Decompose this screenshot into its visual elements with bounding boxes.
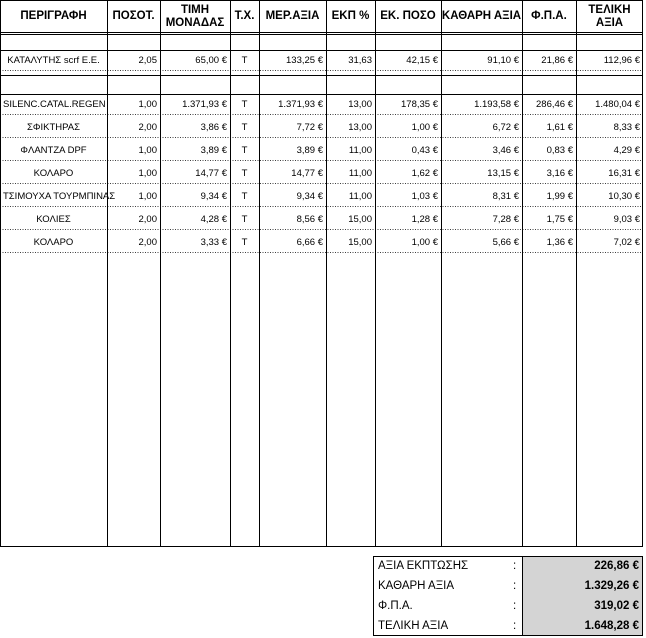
cell-net-value: 3,46 € xyxy=(492,145,519,156)
total-value: 226,86 € xyxy=(594,560,639,572)
cell-discount-percent: 11,00 xyxy=(348,191,372,202)
total-colon: : xyxy=(513,580,517,592)
total-label: ΤΕΛΙΚΗ ΑΞΙΑ xyxy=(378,620,449,632)
cell-vat: 1,61 € xyxy=(546,122,573,133)
cell-tax-code: Τ xyxy=(241,122,248,133)
cell-quantity: 1,00 xyxy=(138,168,157,179)
cell-description: ΚΟΛΑΡΟ xyxy=(33,237,74,248)
header-unit-price: ΤΙΜΗ ΜΟΝΑΔΑΣ xyxy=(165,3,225,29)
cell-discount-amount: 1,28 € xyxy=(411,214,438,225)
cell-net-value: 8,31 € xyxy=(492,191,519,202)
cell-partial-value: 9,34 € xyxy=(296,191,323,202)
cell-unit-price: 3,33 € xyxy=(200,237,227,248)
cell-quantity: 1,00 xyxy=(138,191,157,202)
cell-quantity: 2,00 xyxy=(138,214,157,225)
cell-quantity: 2,05 xyxy=(138,55,157,66)
cell-discount-percent: 15,00 xyxy=(348,214,372,225)
total-label: ΚΑΘΑΡΗ ΑΞΙΑ xyxy=(378,580,455,592)
cell-tax-code: Τ xyxy=(241,99,248,110)
cell-description: ΚΑΤΑΛΥΤΗΣ scrf E.E. xyxy=(7,55,100,66)
total-colon: : xyxy=(513,600,517,612)
total-value: 1.648,28 € xyxy=(584,620,639,632)
cell-discount-percent: 11,00 xyxy=(348,168,372,179)
cell-discount-amount: 0,43 € xyxy=(411,145,438,156)
cell-unit-price: 3,86 € xyxy=(200,122,227,133)
cell-vat: 286,46 € xyxy=(536,99,573,110)
cell-vat: 1,75 € xyxy=(546,214,573,225)
cell-tax-code: Τ xyxy=(241,191,248,202)
total-label: Φ.Π.Α. xyxy=(378,600,413,612)
cell-tax-code: Τ xyxy=(241,237,248,248)
cell-tax-code: Τ xyxy=(241,145,248,156)
cell-description: ΚΟΛΑΡΟ xyxy=(33,168,74,179)
cell-description: ΣΦΙΚΤΗΡΑΣ xyxy=(27,122,80,133)
cell-description: ΦΛΑΝΤΖΑ DPF xyxy=(20,145,87,156)
cell-quantity: 2,00 xyxy=(138,237,157,248)
total-colon: : xyxy=(513,620,517,632)
header-quantity: ΠΟΣΟΤ. xyxy=(112,10,155,22)
cell-unit-price: 1.371,93 € xyxy=(182,99,227,110)
cell-discount-percent: 11,00 xyxy=(348,145,372,156)
cell-partial-value: 6,66 € xyxy=(296,237,323,248)
cell-discount-amount: 1,62 € xyxy=(411,168,438,179)
cell-unit-price: 14,77 € xyxy=(195,168,227,179)
cell-discount-amount: 178,35 € xyxy=(401,99,438,110)
header-discount-amount: ΕΚ. ΠΟΣΟ xyxy=(380,10,436,22)
cell-unit-price: 4,28 € xyxy=(200,214,227,225)
cell-description: SILENC.CATAL.REGEN xyxy=(3,99,106,110)
cell-partial-value: 3,89 € xyxy=(296,145,323,156)
cell-partial-value: 133,25 € xyxy=(286,55,323,66)
cell-final-value: 112,96 € xyxy=(603,55,640,66)
header-final-value: ΤΕΛΙΚΗ ΑΞΙΑ xyxy=(588,3,631,29)
cell-discount-amount: 1,00 € xyxy=(411,237,438,248)
header-net-value: ΚΑΘΑΡΗ ΑΞΙΑ xyxy=(441,10,522,22)
total-label: ΑΞΙΑ ΕΚΠΤΩΣΗΣ xyxy=(378,560,469,572)
cell-discount-percent: 31,63 xyxy=(348,55,372,66)
cell-unit-price: 3,89 € xyxy=(200,145,227,156)
cell-net-value: 13,15 € xyxy=(487,168,519,179)
cell-discount-amount: 1,00 € xyxy=(411,122,438,133)
cell-final-value: 1.480,04 € xyxy=(595,99,640,110)
cell-final-value: 4,29 € xyxy=(613,145,640,156)
header-discount-percent: ΕΚΠ % xyxy=(331,10,370,22)
cell-vat: 21,86 € xyxy=(541,55,573,66)
cell-quantity: 2,00 xyxy=(138,122,157,133)
cell-vat: 1,36 € xyxy=(546,237,573,248)
cell-tax-code: Τ xyxy=(241,168,248,179)
cell-discount-percent: 13,00 xyxy=(348,99,372,110)
total-value: 319,02 € xyxy=(594,600,639,612)
cell-vat: 3,16 € xyxy=(546,168,573,179)
cell-tax-code: Τ xyxy=(241,214,248,225)
cell-description: ΚΟΛΙΕΣ xyxy=(36,214,71,225)
header-vat: Φ.Π.Α. xyxy=(531,10,567,22)
header-partial-value: ΜΕΡ.ΑΞΙΑ xyxy=(265,10,320,22)
cell-description: ΤΣΙΜΟΥΧΑ ΤΟΥΡΜΠΙΝΑΣ xyxy=(3,191,116,202)
cell-final-value: 9,03 € xyxy=(613,214,640,225)
cell-quantity: 1,00 xyxy=(138,145,157,156)
cell-final-value: 7,02 € xyxy=(613,237,640,248)
cell-tax-code: Τ xyxy=(241,55,248,66)
cell-partial-value: 1.371,93 € xyxy=(278,99,323,110)
cell-unit-price: 65,00 € xyxy=(195,55,227,66)
cell-partial-value: 7,72 € xyxy=(296,122,323,133)
cell-partial-value: 14,77 € xyxy=(291,168,323,179)
cell-net-value: 5,66 € xyxy=(492,237,519,248)
total-colon: : xyxy=(513,560,517,572)
cell-unit-price: 9,34 € xyxy=(200,191,227,202)
cell-discount-amount: 42,15 € xyxy=(406,55,438,66)
header-description: ΠΕΡΙΓΡΑΦΗ xyxy=(20,10,87,22)
total-value: 1.329,26 € xyxy=(584,580,639,592)
cell-final-value: 16,31 € xyxy=(608,168,640,179)
cell-vat: 0,83 € xyxy=(546,145,573,156)
cell-discount-percent: 15,00 xyxy=(348,237,372,248)
cell-quantity: 1,00 xyxy=(138,99,157,110)
cell-net-value: 91,10 € xyxy=(487,55,519,66)
cell-final-value: 8,33 € xyxy=(613,122,640,133)
cell-vat: 1,99 € xyxy=(546,191,573,202)
cell-net-value: 1.193,58 € xyxy=(474,99,519,110)
cell-discount-amount: 1,03 € xyxy=(411,191,438,202)
cell-discount-percent: 13,00 xyxy=(348,122,372,133)
cell-net-value: 7,28 € xyxy=(492,214,519,225)
cell-net-value: 6,72 € xyxy=(492,122,519,133)
cell-final-value: 10,30 € xyxy=(608,191,640,202)
header-tax-code: Τ.Χ. xyxy=(234,10,255,22)
cell-partial-value: 8,56 € xyxy=(296,214,323,225)
